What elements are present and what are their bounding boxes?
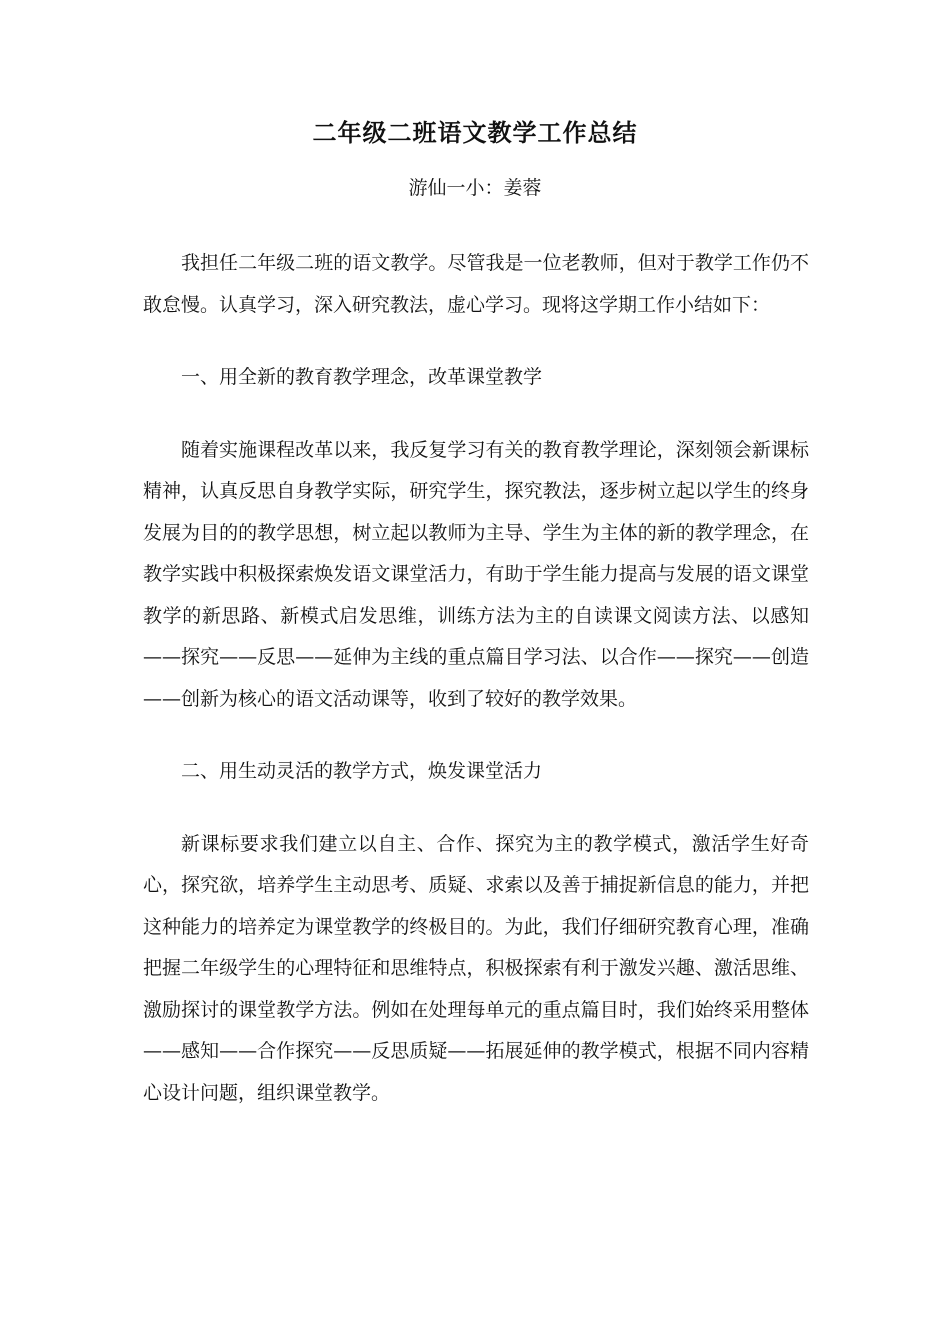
section-2-paragraph: 新课标要求我们建立以自主、合作、探究为主的教学模式，激活学生好奇心，探究欲，培养学生主动思考、质疑、求索以及善于捕捉新信息的能力，并把这种能力的培养定为课堂教学的终极目的。为此，我们仔细研究教育心理，准确把握二年级学生的心理特征和思维特点，积极探索有利于激发兴趣、激活思维、激励探讨的课堂教学方法。例如在处理每单元的重点篇目时，我们始终采用整体 ——感知——合作探究——反思质疑——拓展延伸的教学模式，根据不同内容精心设计问题，组织课堂教学。 bbox=[143, 832, 809, 1104]
intro-paragraph: 我担任二年级二班的语文教学。尽管我是一位老教师，但对于教学工作仍不敢怠慢。认真学习，深入研究教法，虚心学习。现将这学期工作小结如下： bbox=[143, 252, 809, 316]
section-heading-1: 一、用全新的教育教学理念，改革课堂教学 bbox=[181, 366, 543, 388]
document-title: 二年级二班语文教学工作总结 bbox=[312, 119, 638, 147]
section-heading-2: 二、用生动灵活的教学方式，焕发课堂活力 bbox=[181, 760, 543, 782]
document-body bbox=[143, 243, 809, 1145]
document-author: 游仙一小：姜蓉 bbox=[408, 177, 542, 199]
section-1-paragraph: 随着实施课程改革以来，我反复学习有关的教育教学理论，深刻领会新课标精神，认真反思自身教学实际，研究学生，探究教法，逐步树立起以学生的终身发展为目的的教学思想，树立起以教师为主导、学生为主体的新的教学理念，在教学实践中积极探索焕发语文课堂活力，有助于学生能力提高与发展的语文课堂教学的新思路、新模式启发思维，训练方法为主的自读课文阅读方法、以感知——探究——反思——延伸为主线的重点篇目学习法、以合作——探究——创造——创新为核心的语文活动课等，收到了较好的教学效果。 bbox=[143, 438, 809, 710]
